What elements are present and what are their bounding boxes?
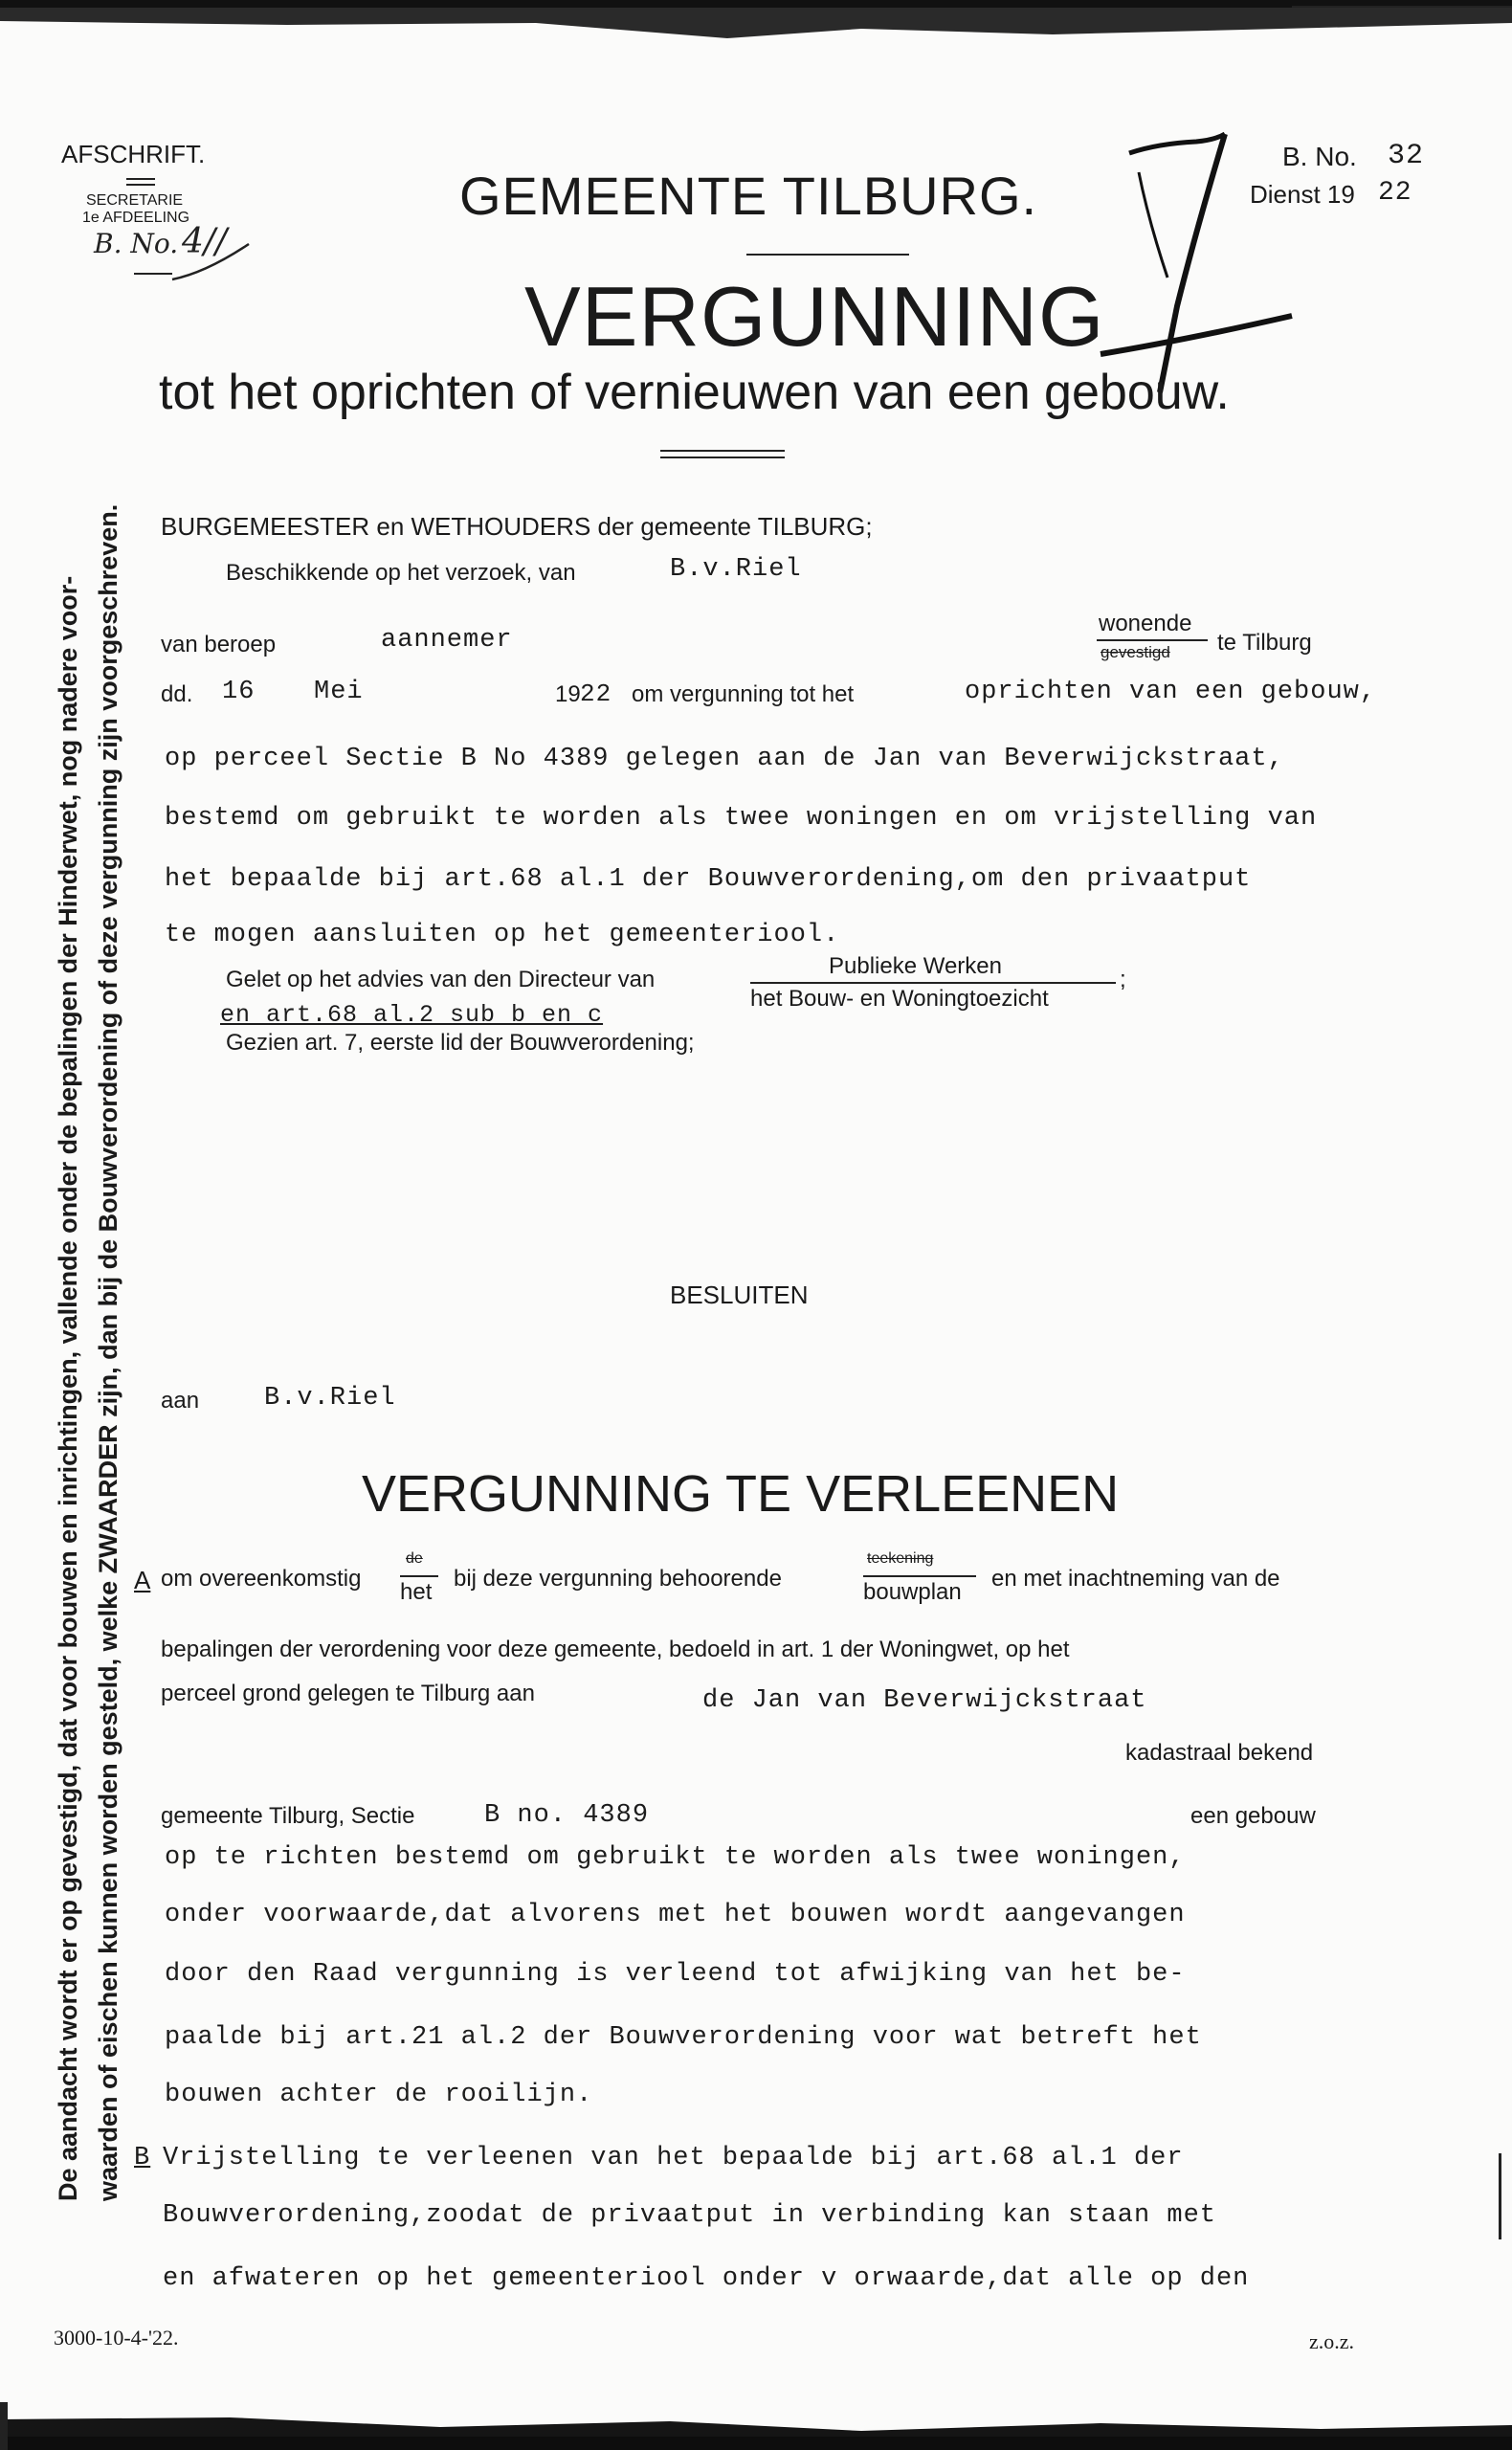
divider — [660, 457, 785, 458]
year-prefix: 19 — [555, 681, 581, 707]
afschrift-label: AFSCHRIFT. — [61, 140, 206, 168]
publieke-werken-label: Publieke Werken — [829, 953, 1002, 979]
besluiten-heading: BESLUITEN — [670, 1281, 809, 1309]
applicant-name: B.v.Riel — [670, 555, 802, 584]
municipality-heading: GEMEENTE TILBURG. — [459, 166, 1038, 226]
verleenen-heading: VERGUNNING TE VERLEENEN — [362, 1465, 1120, 1523]
scan-edge-top — [0, 0, 1512, 57]
dd-month: Mei — [314, 678, 364, 706]
teekening-struck: teekening — [867, 1550, 934, 1567]
body-typed-line: te mogen aansluiten op het gemeenteriool. — [165, 921, 840, 949]
besluiten-typed-line: bouwen achter de rooilijn. — [165, 2081, 593, 2109]
b-no-left-label: B. No. — [94, 228, 179, 259]
divider — [1097, 639, 1208, 641]
divider — [750, 982, 1116, 984]
body-typed-line: het bepaalde bij art.68 al.1 der Bouwverordening,om den privaatput — [165, 865, 1252, 894]
handwritten-stroke-mark — [167, 239, 254, 287]
beschikkende-label: Beschikkende op het verzoek, van — [226, 560, 576, 586]
beroep-value: aannemer — [381, 626, 513, 655]
section-b-line: Vrijstelling te verleenen van het bepaalde bij art.68 al.1 der — [163, 2144, 1184, 2172]
sectie-value: B no. 4389 — [484, 1801, 650, 1830]
inachtneming-label: en met inachtneming van de — [991, 1566, 1280, 1592]
permit-subtitle: tot het oprichten of vernieuwen van een gebouw. — [159, 365, 1230, 420]
body-typed-line: bestemd om gebruikt te worden als twee woningen en om vrijstelling van — [165, 804, 1318, 833]
dienst-year: 22 — [1378, 178, 1412, 208]
en-art-reference: en art.68 al.2 sub b en c — [220, 1001, 604, 1029]
om-vergunning-label: om vergunning tot het — [632, 681, 855, 707]
te-tilburg-label: te Tilburg — [1217, 630, 1312, 656]
perceel-street: de Jan van Beverwijckstraat — [702, 1686, 1147, 1715]
gelet-suffix: ; — [1120, 967, 1126, 992]
besluiten-typed-line: paalde bij art.21 al.2 der Bouwverordening voor wat betreft het — [165, 2023, 1202, 2052]
dd-day: 16 — [222, 678, 256, 706]
bepalingen-line: bepalingen der verordening voor deze gemeente, bedoeld in art. 1 der Woningwet, op het — [161, 1637, 1070, 1662]
b-no-right-label: B. No. — [1282, 142, 1357, 171]
zoz-label: z.o.z. — [1309, 2329, 1355, 2353]
besluiten-typed-line: op te richten bestemd om gebruikt te worden als twee woningen, — [165, 1843, 1186, 1872]
een-gebouw-label: een gebouw — [1190, 1803, 1316, 1829]
section-b-marker: B — [134, 2144, 151, 2172]
purpose-start: oprichten van een gebouw, — [965, 678, 1377, 706]
sectie-label: gemeente Tilburg, Sectie — [161, 1803, 415, 1829]
b-no-right-value: 32 — [1388, 140, 1425, 172]
section-a-marker: A — [134, 1566, 151, 1594]
besluiten-typed-line: onder voorwaarde,dat alvorens met het bouwen wordt aangevangen — [165, 1901, 1186, 1929]
om-overeenkomstig-label: om overeenkomstig — [161, 1566, 362, 1592]
body-typed-line: op perceel Sectie B No 4389 gelegen aan de Jan van Beverwijckstraat, — [165, 745, 1284, 773]
divider — [400, 1575, 438, 1577]
divider — [660, 450, 785, 452]
aan-value: B.v.Riel — [264, 1384, 396, 1413]
besluiten-typed-line: door den Raad vergunning is verleend tot afwijking van het be- — [165, 1960, 1186, 1989]
bouw-toezicht-label: het Bouw- en Woningtoezicht — [750, 986, 1049, 1012]
het-label: het — [400, 1579, 433, 1605]
gevestigd-struck: gevestigd — [1101, 643, 1170, 661]
b-no-left-value: 4// — [182, 222, 228, 261]
dienst-label: Dienst 19 — [1250, 180, 1355, 209]
divider — [134, 273, 172, 275]
afdeeling-label: 1e AFDEELING — [82, 210, 190, 226]
bouwplan-label: bouwplan — [863, 1579, 962, 1605]
dd-label: dd. — [161, 681, 193, 707]
handwritten-seven-mark — [1072, 115, 1321, 402]
divider — [863, 1575, 976, 1577]
bij-deze-label: bij deze vergunning behoorende — [454, 1566, 782, 1592]
scan-edge-right-mark — [1499, 2153, 1501, 2239]
perceel-label: perceel grond gelegen te Tilburg aan — [161, 1681, 535, 1706]
wonende-label: wonende — [1099, 611, 1192, 636]
divider — [126, 184, 155, 186]
secretarie-label: SECRETARIE — [86, 192, 184, 209]
year-value: 22 — [580, 679, 612, 708]
authority-line: BURGEMEESTER en WETHOUDERS der gemeente TILBURG; — [161, 512, 873, 541]
de-struck: de — [406, 1550, 423, 1567]
beroep-label: van beroep — [161, 632, 277, 657]
divider — [126, 178, 155, 180]
section-b-line: en afwateren op het gemeenteriool onder v orwaarde,dat alle op den — [163, 2264, 1250, 2293]
margin-notice-line1: De aandacht wordt er op gevestigd, dat voor bouwen en inrichtingen, vallende onder de bepalingen der Hinderwet, nog nadere voor- — [54, 575, 82, 2201]
gelet-label: Gelet op het advies van den Directeur van — [226, 967, 656, 992]
kadastraal-label: kadastraal bekend — [1125, 1740, 1314, 1766]
permit-title: VERGUNNING — [524, 269, 1105, 364]
section-b-line: Bouwverordening,zoodat de privaatput in verbinding kan staan met — [163, 2201, 1216, 2230]
scan-edge-bottom — [0, 2383, 1512, 2450]
form-code: 3000-10-4-'22. — [54, 2326, 179, 2350]
gezien-line: Gezien art. 7, eerste lid der Bouwverordening; — [226, 1030, 695, 1056]
aan-label: aan — [161, 1388, 200, 1414]
margin-notice-line2: waarden of eischen kunnen worden gesteld, welke ZWAARDER zijn, dan bij de Bouwverordening of deze vergunning zijn voorgeschreven. — [94, 503, 122, 2201]
divider — [746, 254, 909, 256]
